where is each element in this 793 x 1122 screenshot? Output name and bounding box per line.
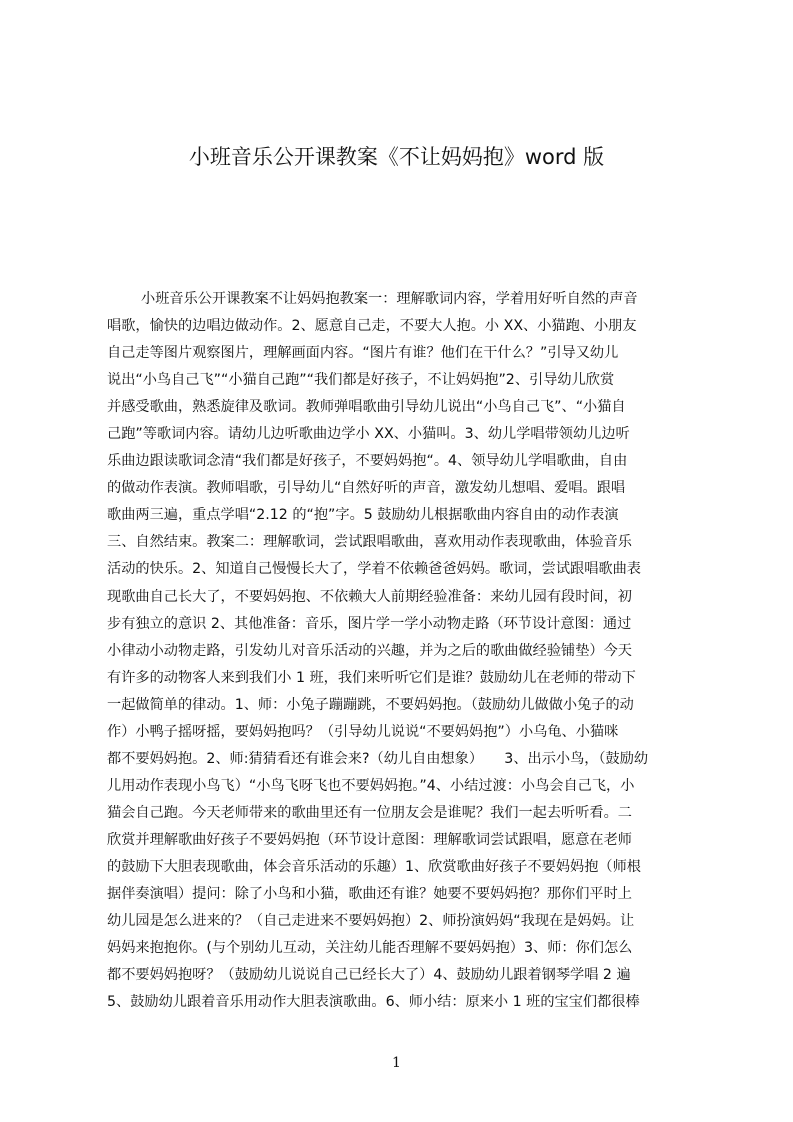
text-line: 的鼓励下大胆表现歌曲，体会音乐活动的乐趣）1、欣赏歌曲好孩子不要妈妈抱（师根	[107, 858, 641, 875]
page-number: 1	[392, 1055, 401, 1071]
text-line: 乐曲边跟读歌词念清“我们都是好孩子，不要妈妈抱“。4、领导幼儿学唱歌曲，自由	[107, 453, 628, 470]
text-line: 5、鼓励幼儿跟着音乐用动作大胆表演歌曲。6、师小结：原来小 1 班的宝宝们都很棒	[107, 994, 640, 1011]
text-line: 唱歌，愉快的边唱边做动作。2、愿意自己走，不要大人抱。小 XX、小猫跑、小朋友	[107, 318, 637, 335]
text-line: 幼儿园是怎么进来的？（自己走进来不要妈妈抱）2、师扮演妈妈“我现在是妈妈。让	[107, 913, 635, 930]
text-line: 小班音乐公开课教案不让妈妈抱教案一：理解歌词内容，学着用好听自然的声音	[141, 291, 638, 307]
text-line: 儿用动作表现小鸟飞）“小鸟飞呀飞也不要妈妈抱。”4、小结过渡：小鸟会自己飞，小	[107, 777, 635, 794]
text-line: 作）小鸭子摇呀摇，要妈妈抱吗？（引导幼儿说说“不要妈妈抱”）小乌龟、小猫咪	[107, 723, 619, 740]
text-line: 都不要妈妈抱。2、师:猜猜看还有谁会来?（幼儿自由想象） 3、出示小鸟，（鼓励幼	[107, 750, 649, 767]
text-line: 三、自然结束。教案二：理解歌词，尝试跟唱歌曲，喜欢用动作表现歌曲，体验音乐	[107, 534, 632, 551]
text-line: 步有独立的意识 2、其他准备：音乐，图片学一学小动物走路（环节设计意图：通过	[107, 615, 632, 632]
text-line: 有许多的动物客人来到我们小 1 班，我们来听听它们是谁？鼓励幼儿在老师的带动下	[107, 669, 636, 686]
document-title: 小班音乐公开课教案《不让妈妈抱》word 版	[188, 145, 605, 169]
text-line: 现歌曲自己长大了，不要妈妈抱、不依赖大人前期经验准备：来幼儿园有段时间，初	[107, 588, 632, 605]
text-line: 并感受歌曲，熟悉旋律及歌词。教师弹唱歌曲引导幼儿说出“小鸟自己飞”、“小猫自	[107, 399, 626, 416]
text-line: 据伴奏演唱）提问：除了小鸟和小猫，歌曲还有谁？她要不要妈妈抱？那你们平时上	[107, 886, 632, 903]
body-paragraph	[107, 286, 707, 1016]
text-line: 猫会自己跑。今天老师带来的歌曲里还有一位朋友会是谁呢？我们一起去听听看。二	[107, 804, 632, 821]
text-line: 妈妈来抱抱你。(与个别幼儿互动，关注幼儿能否理解不要妈妈抱）3、师：你们怎么	[107, 940, 633, 957]
text-line: 己跑”等歌词内容。请幼儿边听歌曲边学小 XX、小猫叫。3、幼儿学唱带领幼儿边听	[107, 426, 630, 443]
text-line: 都不要妈妈抱呀？（鼓励幼儿说说自己已经长大了）4、鼓励幼儿跟着钢琴学唱 2 遍	[107, 967, 631, 984]
text-line: 欣赏并理解歌曲好孩子不要妈妈抱（环节设计意图：理解歌词尝试跟唱，愿意在老师	[107, 831, 632, 848]
text-line: 小律动小动物走路，引发幼儿对音乐活动的兴趣，并为之后的歌曲做经验铺垫）今天	[107, 642, 632, 659]
text-line: 说出“小鸟自己飞”“小猫自己跑”“我们都是好孩子，不让妈妈抱”2、引导幼儿欣赏	[107, 372, 615, 389]
text-line: 一起做简单的律动。1、师：小兔子蹦蹦跳，不要妈妈抱。（鼓励幼儿做做小兔子的动	[107, 696, 634, 713]
text-line: 自己走等图片观察图片，理解画面内容。“图片有谁？他们在干什么？”引导又幼儿	[107, 345, 619, 362]
text-line: 歌曲两三遍，重点学唱“2.12 的“抱”字。5 鼓励幼儿根据歌曲内容自由的动作表演	[107, 507, 619, 524]
text-line: 活动的快乐。2、知道自己慢慢长大了，学着不依赖爸爸妈妈。歌词，尝试跟唱歌曲表	[107, 561, 641, 578]
text-line: 的做动作表演。教师唱歌，引导幼儿“自然好听的声音，激发幼儿想唱、爱唱。跟唱	[107, 480, 626, 497]
